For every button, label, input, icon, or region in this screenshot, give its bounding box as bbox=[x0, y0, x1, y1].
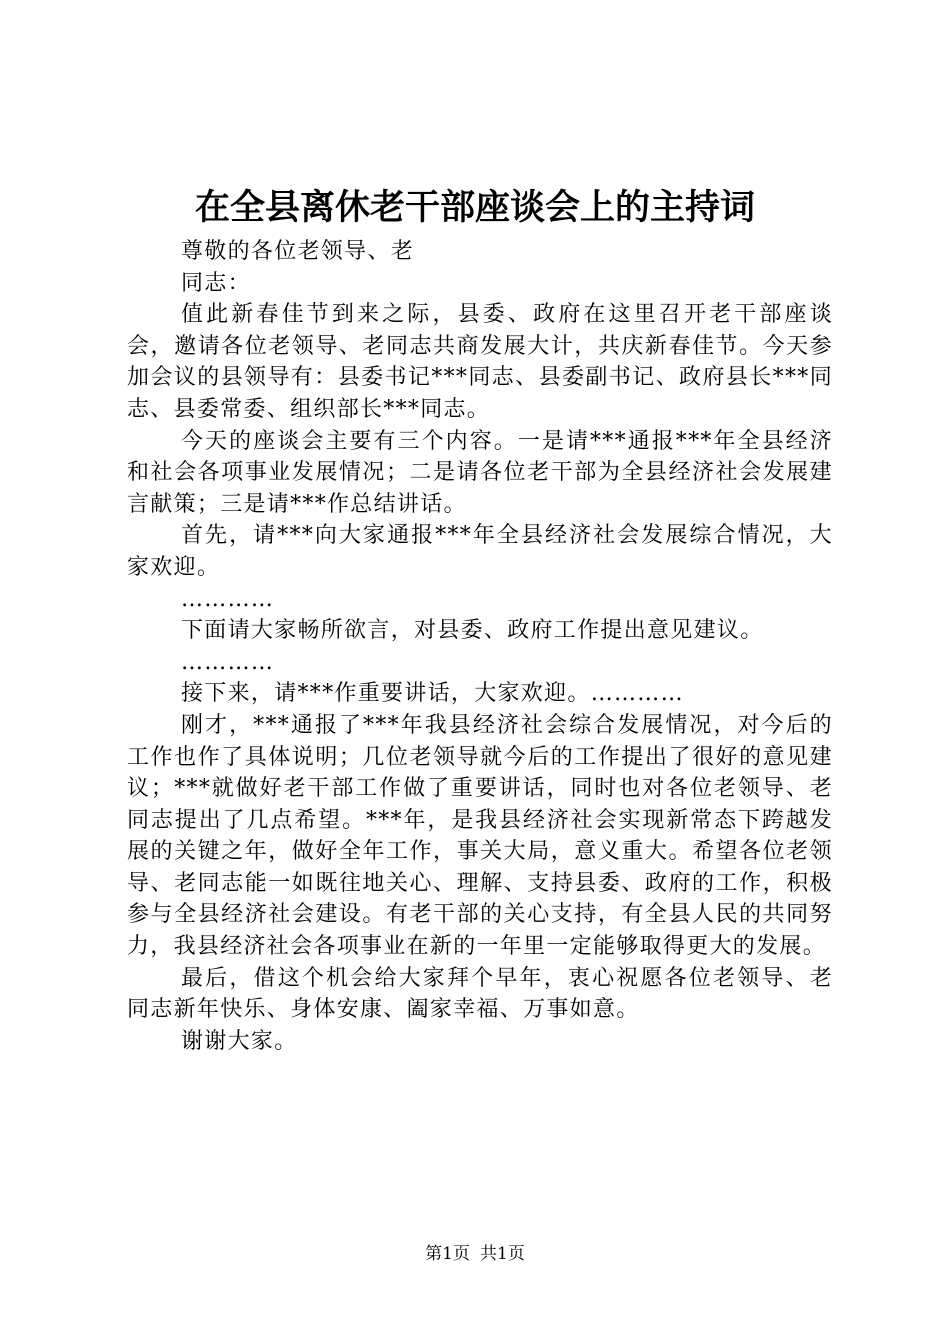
paragraph-closing-wishes: 最后，借这个机会给大家拜个早年，衷心祝愿各位老领导、老同志新年快乐、身体安康、阖家幸福、万事如意。 bbox=[127, 965, 833, 1023]
paragraph-opening: 值此新春佳节到来之际，县委、政府在这里召开老干部座谈会，邀请各位老领导、老同志共商发展大计，共庆新春佳节。今天参加会议的县领导有：县委书记***同志、县委副书记、政府县长***同志、县委常委、组织部长***同志。 bbox=[127, 302, 833, 422]
paragraph-summary: 刚才，***通报了***年我县经济社会综合发展情况，对今后的工作也作了具体说明；几位老领导就今后的工作提出了很好的意见建议；***就做好老干部工作做了重要讲话，同时也对各位老领导、老同志提出了几点希望。***年，是我县经济社会实现新常态下跨越发展的关键之年，做好全年工作，事关大局，意义重大。希望各位老领导、老同志能一如既往地关心、理解、支持县委、政府的工作，积极参与全县经济社会建设。有老干部的关心支持，有全县人民的共同努力，我县经济社会各项事业在新的一年里一定能够取得更大的发展。 bbox=[127, 712, 833, 960]
page-footer bbox=[0, 1242, 950, 1266]
document-title: 在全县离休老干部座谈会上的主持词 bbox=[194, 187, 755, 228]
paragraph-discussion: 下面请大家畅所欲言，对县委、政府工作提出意见建议。 bbox=[181, 618, 764, 644]
ellipsis-line-1: ………… bbox=[181, 586, 275, 612]
page-number-current: 第1页 bbox=[425, 1244, 470, 1264]
paragraph-thanks: 谢谢大家。 bbox=[181, 1028, 298, 1054]
greeting-line-1: 尊敬的各位老领导、老 bbox=[181, 239, 415, 264]
page-number-total: 共1页 bbox=[480, 1244, 525, 1264]
paragraph-speech: 接下来，请***作重要讲话，大家欢迎。………… bbox=[181, 681, 684, 707]
paragraph-agenda: 今天的座谈会主要有三个内容。一是请***通报***年全县经济和社会各项事业发展情况；二是请各位老干部为全县经济社会发展建言献策；三是请***作总结讲话。 bbox=[127, 428, 833, 517]
document-body bbox=[127, 236, 833, 1057]
paragraph-first-report: 首先，请***向大家通报***年全县经济社会发展综合情况，大家欢迎。 bbox=[127, 523, 833, 580]
greeting-line-2: 同志： bbox=[181, 270, 251, 296]
ellipsis-line-2: ………… bbox=[181, 649, 275, 675]
